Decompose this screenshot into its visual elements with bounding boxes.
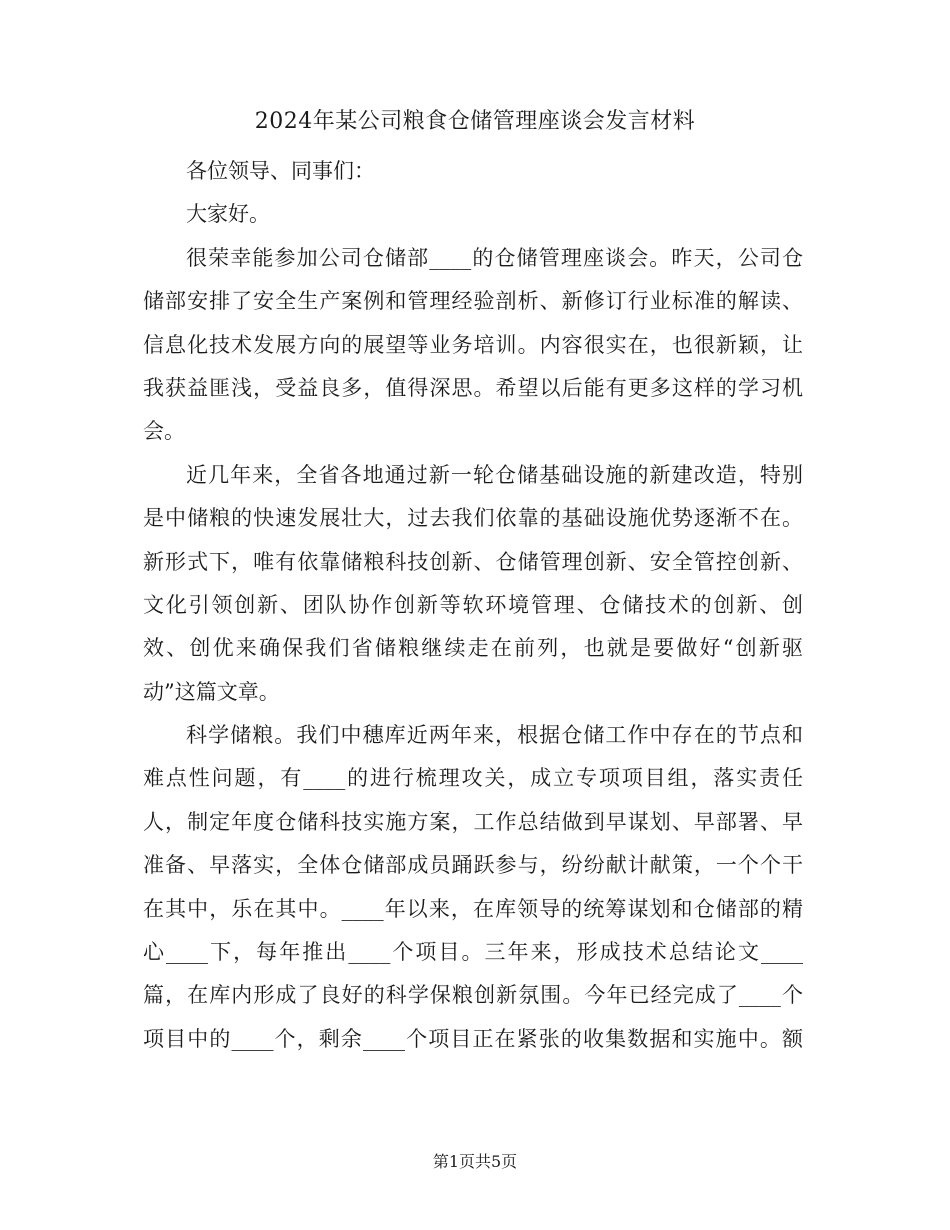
text-line: 效、创优来确保我们省储粮继续走在前列，也就是要做好“创新驱 [143, 636, 803, 661]
text-line: 很荣幸能参加公司仓储部____的仓储管理座谈会。昨天，公司仓 [186, 245, 803, 270]
text-line: 在其中，乐在其中。____年以来，在库领导的统筹谋划和仓储部的精 [143, 896, 803, 921]
text-line: 近几年来，全省各地通过新一轮仓储基础设施的新建改造，特别 [186, 462, 803, 487]
text-line: 储部安排了安全生产案例和管理经验剖析、新修订行业标准的解读、 [143, 289, 803, 314]
text-line: 各位领导、同事们： [186, 159, 375, 183]
text-line: 难点性问题，有____的进行梳理攻关，成立专项项目组，落实责任 [143, 766, 803, 791]
text-line: 是中储粮的快速发展壮大，过去我们依靠的基础设施优势逐渐不在。 [143, 506, 803, 531]
text-line: 准备、早落实，全体仓储部成员踊跃参与，纷纷献计献策，一个个干 [143, 853, 803, 878]
document-body [143, 150, 803, 1061]
text-line: 篇，在库内形成了良好的科学保粮创新氛围。今年已经完成了____个 [143, 983, 803, 1008]
document-title: 2024年某公司粮食仓储管理座谈会发言材料 [254, 109, 696, 134]
text-line: 动”这篇文章。 [143, 679, 280, 704]
text-line: 项目中的____个，剩余____个项目正在紧张的收集数据和实施中。额 [143, 1026, 803, 1051]
text-line: 大家好。 [186, 202, 270, 227]
text-line: 新形式下，唯有依靠储粮科技创新、仓储管理创新、安全管控创新、 [143, 549, 803, 574]
page-footer: 第1页共5页 [432, 1152, 518, 1171]
text-line: 文化引领创新、团队协作创新等软环境管理、仓储技术的创新、创 [143, 592, 803, 617]
text-line: 信息化技术发展方向的展望等业务培训。内容很实在，也很新颖，让 [143, 332, 803, 357]
text-line: 我获益匪浅，受益良多，值得深思。希望以后能有更多这样的学习机 [143, 375, 803, 400]
text-line: 会。 [143, 419, 185, 444]
text-line: 人，制定年度仓储科技实施方案，工作总结做到早谋划、早部署、早 [143, 809, 803, 834]
text-line: 科学储粮。我们中穗库近两年来，根据仓储工作中存在的节点和 [186, 723, 803, 748]
text-line: 心____下，每年推出____个项目。三年来，形成技术总结论文____ [143, 940, 803, 965]
